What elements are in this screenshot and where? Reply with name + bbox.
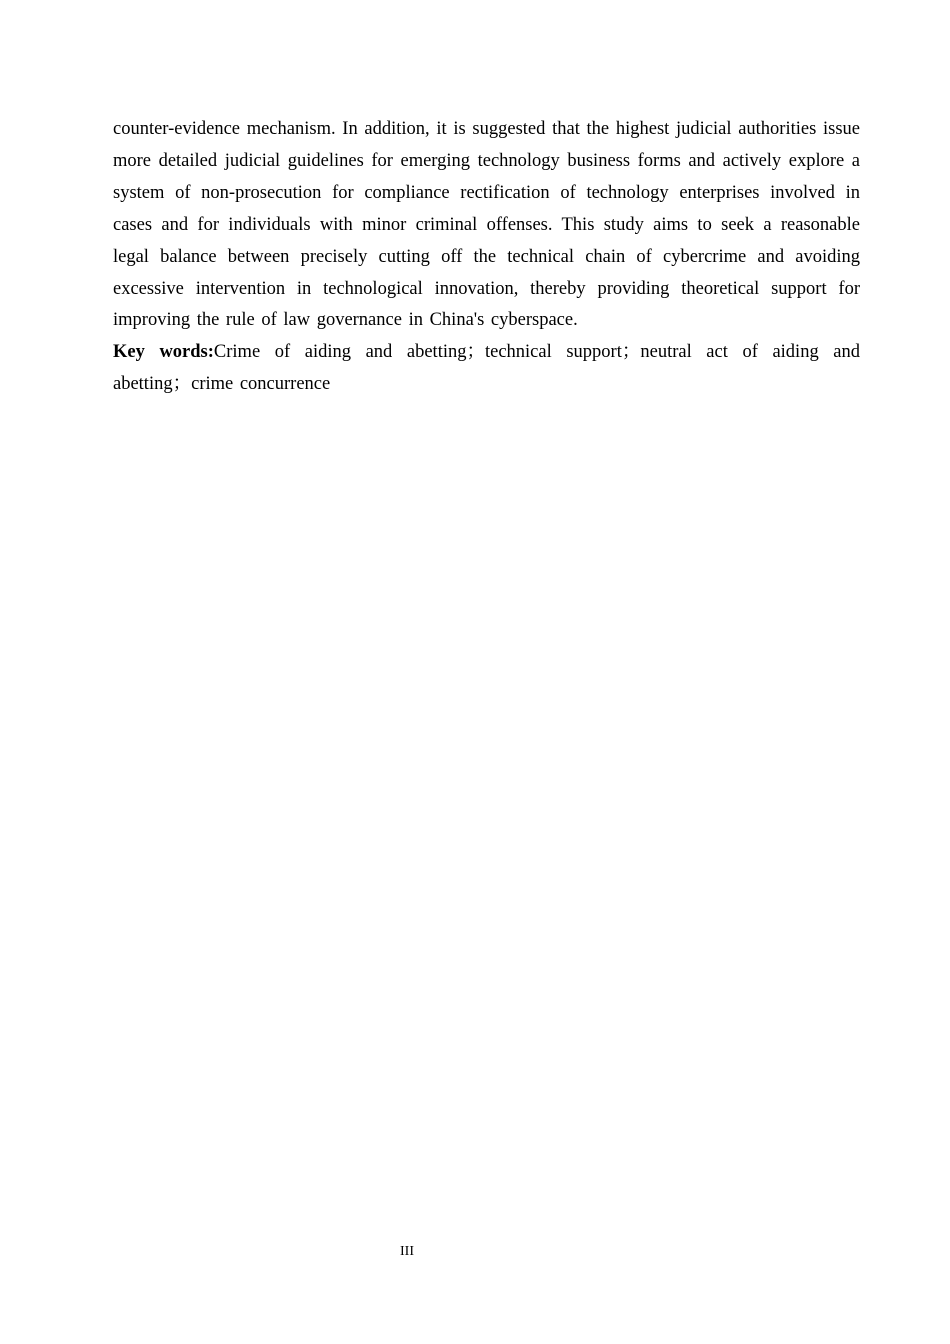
page-number: III [400,1244,414,1259]
keywords-line [113,337,860,401]
keyword-term: crime concurrence [191,374,331,395]
keywords-label: Key words: [113,342,214,363]
keyword-separator: ； [466,342,485,363]
keyword-term: neutral act of aiding and abetting [113,342,860,395]
keyword-separator: ； [621,342,641,363]
keyword-term: technical support [484,342,622,363]
keyword-term: Crime of aiding and abetting [213,342,467,363]
keyword-separator: ； [172,374,192,395]
abstract-paragraph: counter-evidence mechanism. In addition, it is suggested that the highest judicial authorities issue more detailed judicial guidelines for emerging technology business forms and actively explore a system of non-prosecution for compliance rectification of technology enterprises involved in cases and for individuals with minor criminal offenses. This study aims to seek a reasonable legal balance between precisely cutting off the technical chain of cybercrime and avoiding excessive intervention in technological innovation, thereby providing theoretical support for improving the rule of law governance in China's cyberspace. [113,119,860,331]
abstract-body [113,114,860,401]
